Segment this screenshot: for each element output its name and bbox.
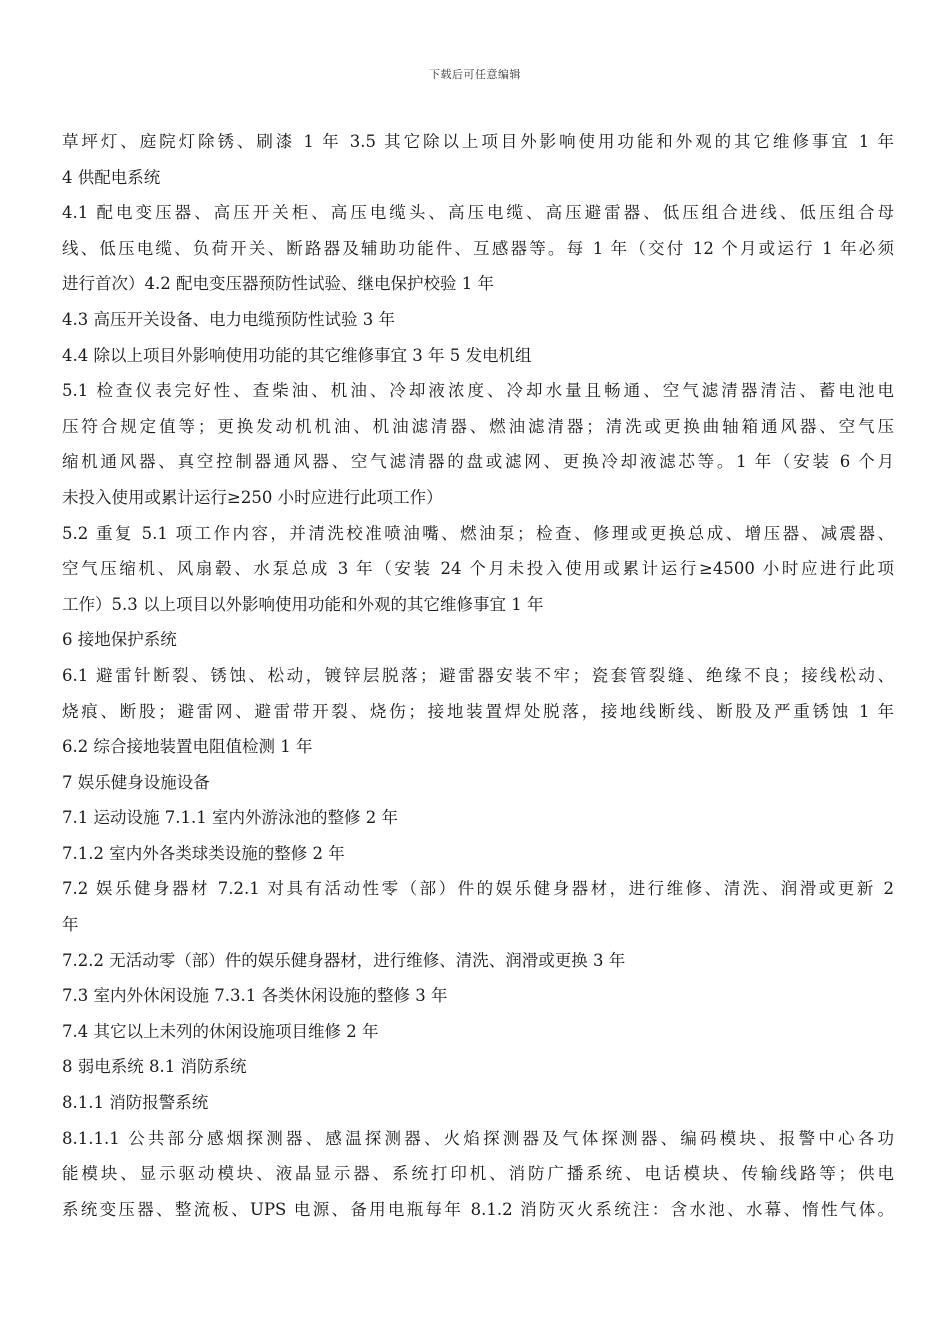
text-line: 系统变压器、整流板、UPS 电源、备用电瓶每年 8.1.2 消防灭火系统注：含水池、水幕、惰性气体。: [62, 1199, 894, 1219]
text-line: 7.1 运动设施 7.1.1 室内外游泳池的整修 2 年: [62, 808, 398, 828]
text-line: 草坪灯、庭院灯除锈、刷漆 1 年 3.5 其它除以上项目外影响使用功能和外观的其它维修事宜 1 年: [62, 132, 894, 151]
text-line: 5.2 重复 5.1 项工作内容，并清洗校准喷油嘴、燃油泵；检查、修理或更换总成、增压器、减震器、: [62, 523, 894, 543]
text-line: 8.1.1 消防报警系统: [62, 1093, 209, 1113]
text-line: 烧痕、断股；避雷网、避雷带开裂、烧伤；接地装置焊处脱落，接地线断线、断股及严重锈蚀 1 年: [62, 701, 894, 721]
text-line: 进行首次）4.2 配电变压器预防性试验、继电保护校验 1 年: [62, 274, 494, 294]
text-line: 缩机通风器、真空控制器通风器、空气滤清器的盘或滤网、更换冷却液滤芯等。1 年（安装 6 个月: [62, 452, 894, 472]
text-line: 4.1 配电变压器、高压开关柜、高压电缆头、高压电缆、高压避雷器、低压组合进线、低压组合母: [62, 203, 894, 223]
text-line: 7.4 其它以上未列的休闲设施项目维修 2 年: [62, 1021, 379, 1041]
text-line: 未投入使用或累计运行≥250 小时应进行此项工作）: [62, 487, 443, 507]
text-line: 工作）5.3 以上项目以外影响使用功能和外观的其它维修事宜 1 年: [62, 594, 544, 614]
text-line: 8 弱电系统 8.1 消防系统: [62, 1057, 247, 1077]
text-line: 7.2 娱乐健身器材 7.2.1 对具有活动性零（部）件的娱乐健身器材，进行维修、清洗、润滑或更新 2: [62, 879, 894, 899]
text-line: 7.1.2 室内外各类球类设施的整修 2 年: [62, 843, 345, 863]
text-line: 7.2.2 无活动零（部）件的娱乐健身器材，进行维修、清洗、润滑或更换 3 年: [62, 950, 626, 970]
text-line: 4 供配电系统: [62, 167, 161, 187]
text-line: 压符合规定值等；更换发动机机油、机油滤清器、燃油滤清器；清洗或更换曲轴箱通风器、空气压: [62, 416, 894, 436]
text-line: 空气压缩机、风扇毂、水泵总成 3 年（安装 24 个月未投入使用或累计运行≥4500 小时应进行此项: [62, 559, 894, 579]
text-line: 线、低压电缆、负荷开关、断路器及辅助功能件、互感器等。每 1 年（交付 12 个月或运行 1 年必须: [62, 238, 894, 258]
text-line: 4.3 高压开关设备、电力电缆预防性试验 3 年: [62, 309, 395, 329]
text-line: 7 娱乐健身设施设备: [62, 772, 210, 792]
text-line: 5.1 检查仪表完好性、查柴油、机油、冷却液浓度、冷却水量且畅通、空气滤清器清洁、蓄电池电: [62, 381, 894, 401]
text-line: 8.1.1.1 公共部分感烟探测器、感温探测器、火焰探测器及气体探测器、编码模块、报警中心各功: [62, 1128, 894, 1148]
page-header-note: 下载后可任意编辑: [429, 68, 521, 81]
text-line: 7.3 室内外休闲设施 7.3.1 各类休闲设施的整修 3 年: [62, 986, 448, 1006]
text-line: 能模块、显示驱动模块、液晶显示器、系统打印机、消防广播系统、电话模块、传输线路等；供电: [62, 1164, 894, 1184]
text-line: 6.2 综合接地装置电阻值检测 1 年: [62, 737, 313, 757]
document-body: [62, 124, 894, 1227]
text-line: 6 接地保护系统: [62, 630, 177, 650]
text-line: 4.4 除以上项目外影响使用功能的其它维修事宜 3 年 5 发电机组: [62, 345, 532, 365]
text-line: 6.1 避雷针断裂、锈蚀、松动，镀锌层脱落；避雷器安装不牢；瓷套管裂缝、绝缘不良；接线松动、: [62, 665, 894, 685]
text-line: 年: [62, 915, 79, 935]
